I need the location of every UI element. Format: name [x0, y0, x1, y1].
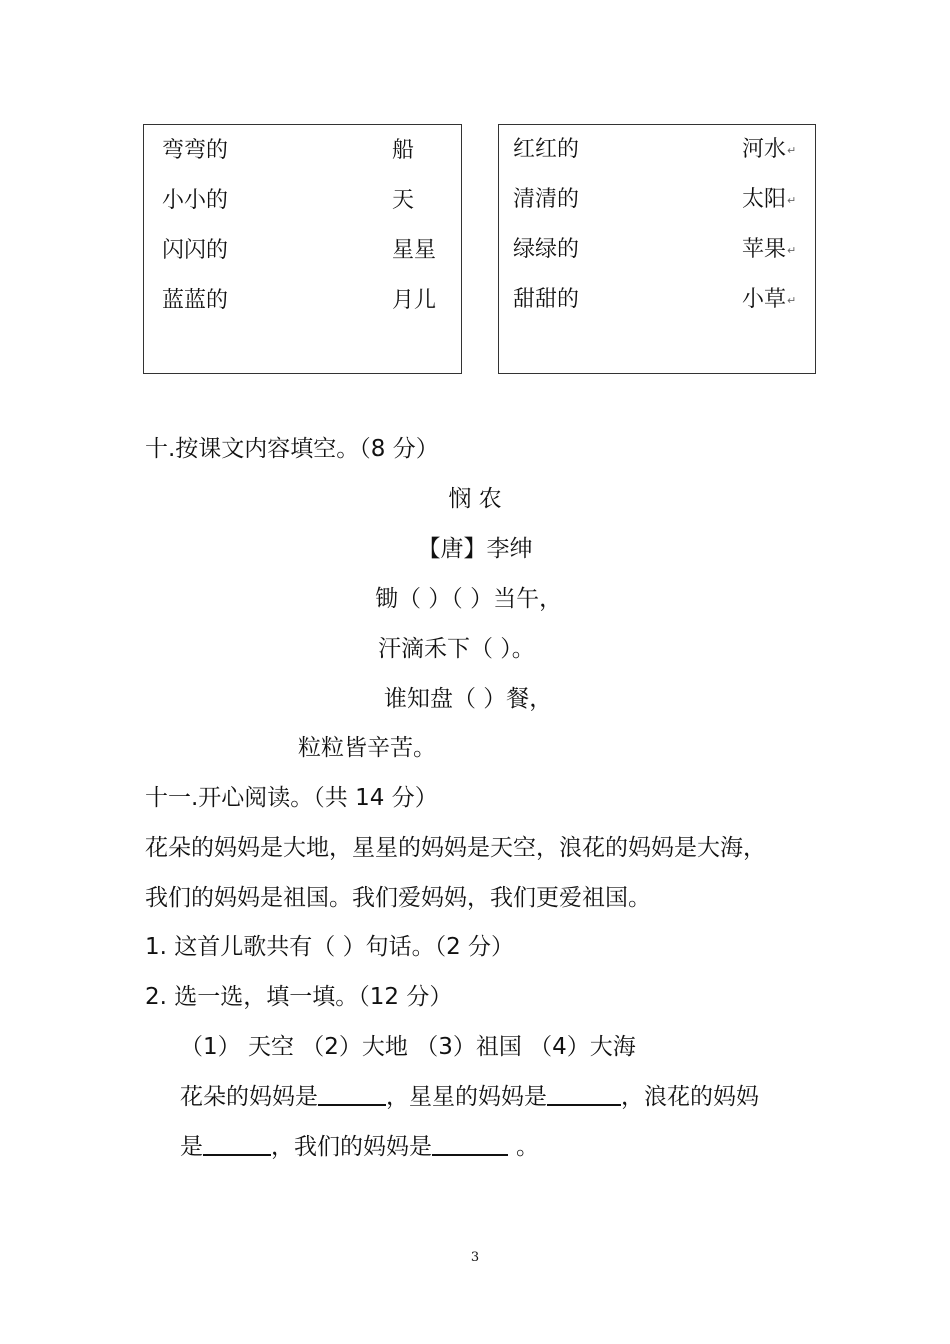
fill-sentence-line: 是 ，我们的妈妈是 。: [180, 1134, 539, 1160]
poem-line: 粒粒皆辛苦。: [298, 735, 436, 761]
match-left-word: 闪闪的: [162, 238, 229, 263]
poem-title: 悯 农: [448, 486, 502, 512]
match-right-word: 月儿: [392, 288, 437, 313]
match-row: [144, 233, 461, 263]
answer-blank[interactable]: [432, 1136, 508, 1156]
poem-line: 汗滴禾下（ ）。: [378, 636, 535, 662]
answer-blank[interactable]: [203, 1136, 271, 1156]
match-row: [144, 283, 461, 313]
match-right-word: 苹果↵: [742, 237, 797, 262]
q11-heading: 十一.开心阅读。（共 14 分）: [145, 785, 438, 811]
match-left-word: 蓝蓝的: [162, 288, 229, 313]
match-left-word: 红红的: [513, 137, 580, 162]
poem-line: 谁知盘（ ）餐，: [384, 686, 553, 712]
match-row: [144, 183, 461, 213]
match-right-word: 天: [392, 188, 415, 213]
match-row: [499, 282, 815, 312]
match-box-right: [498, 124, 816, 374]
answer-blank[interactable]: [547, 1086, 621, 1106]
reading-passage-line: 我们的妈妈是祖国。我们爱妈妈，我们更爱祖国。: [145, 885, 651, 911]
match-left-word: 小小的: [162, 188, 229, 213]
match-right-word: 星星: [392, 238, 437, 263]
sub-question-2: 2. 选一选，填一填。（12 分）: [145, 984, 453, 1010]
match-left-word: 甜甜的: [513, 287, 580, 312]
poem-line: 锄（ ）（ ）当午，: [375, 586, 563, 612]
match-row: [499, 182, 815, 212]
match-right-word: 小草↵: [742, 287, 797, 312]
match-row: [144, 133, 461, 163]
match-box-left: [143, 124, 462, 374]
answer-options: （1） 天空 （2）大地 （3）祖国 （4）大海: [180, 1034, 636, 1060]
match-left-word: 弯弯的: [162, 138, 229, 163]
match-right-word: 船: [392, 138, 415, 163]
sub-question-1: 1. 这首儿歌共有（ ）句话。（2 分）: [145, 934, 515, 960]
match-right-word: 太阳↵: [742, 187, 797, 212]
paragraph-mark-icon: ↵: [787, 293, 797, 307]
paragraph-mark-icon: ↵: [787, 193, 797, 207]
match-right-word: 河水↵: [742, 137, 797, 162]
page-number: 3: [470, 1250, 480, 1265]
match-row: [499, 132, 815, 162]
fill-sentence-line: 花朵的妈妈是 ，星星的妈妈是 ，浪花的妈妈: [180, 1084, 759, 1110]
match-row: [499, 232, 815, 262]
match-left-word: 清清的: [513, 187, 580, 212]
q10-heading: 十.按课文内容填空。（8 分）: [145, 436, 439, 462]
answer-blank[interactable]: [318, 1086, 386, 1106]
match-left-word: 绿绿的: [513, 237, 580, 262]
paragraph-mark-icon: ↵: [787, 243, 797, 257]
reading-passage-line: 花朵的妈妈是大地，星星的妈妈是天空，浪花的妈妈是大海，: [145, 835, 766, 861]
poem-author: 【唐】李绅: [417, 536, 533, 562]
paragraph-mark-icon: ↵: [787, 143, 797, 157]
